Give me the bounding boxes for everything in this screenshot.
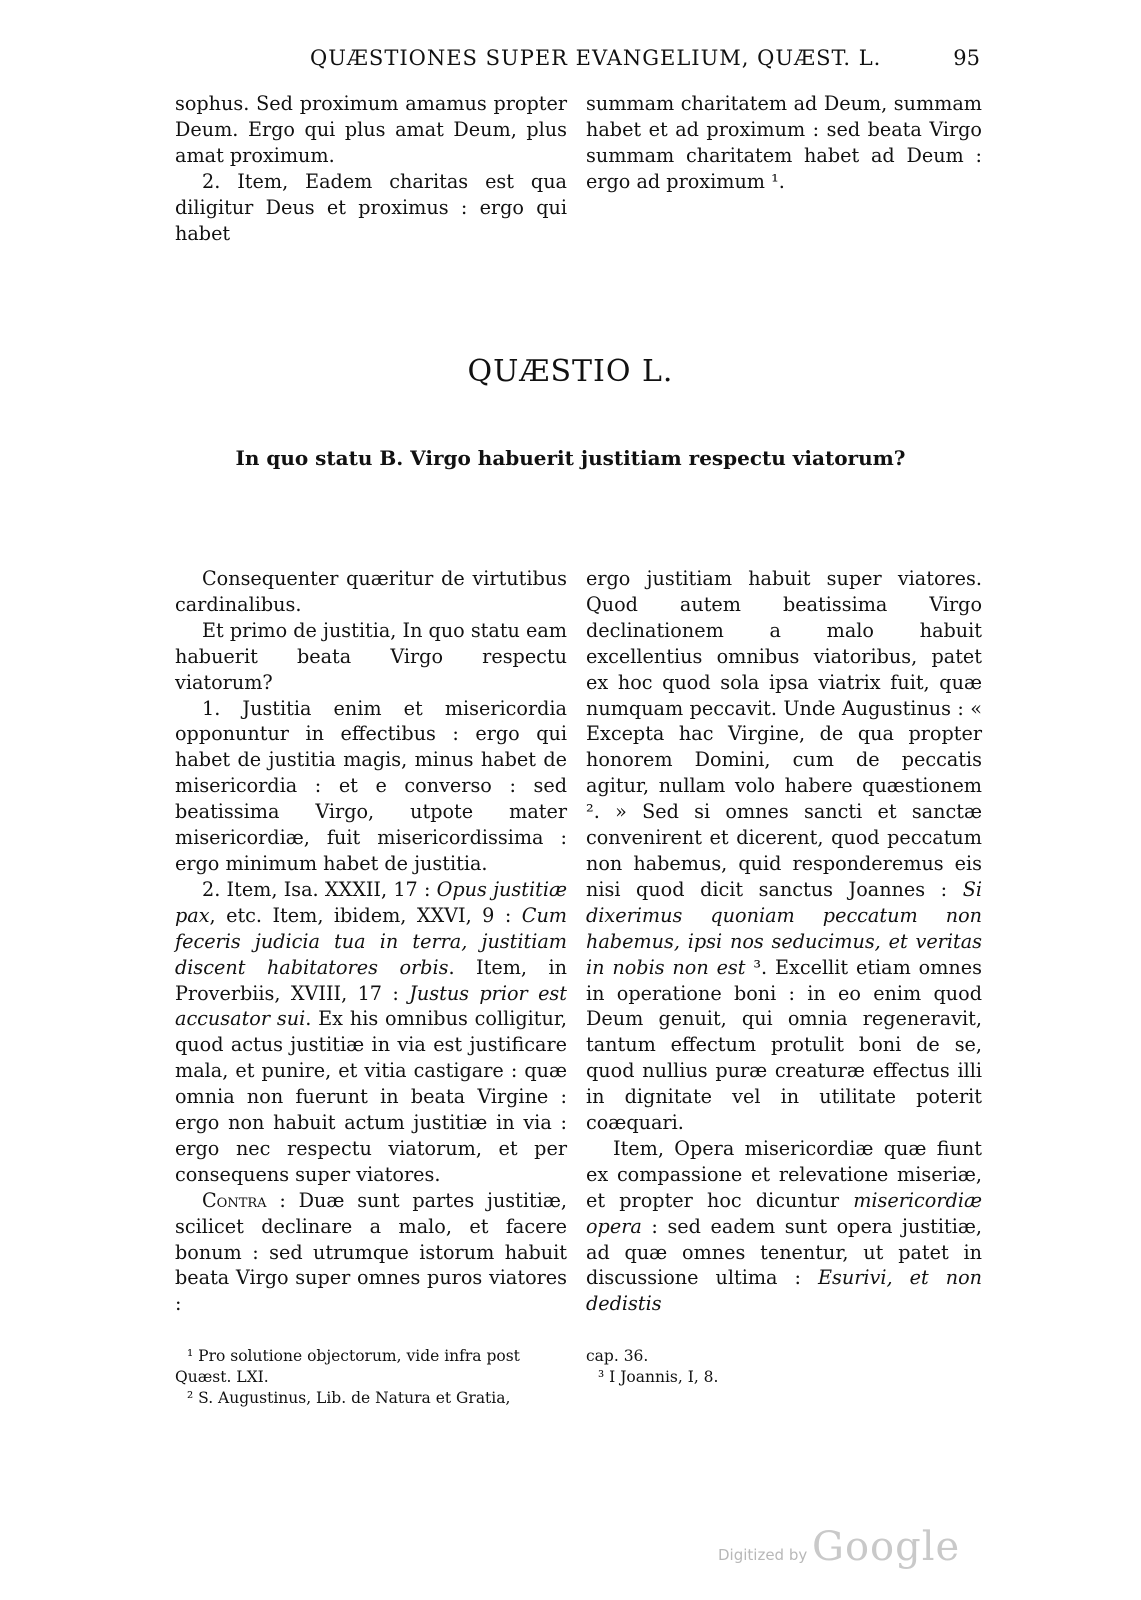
paragraph xyxy=(175,877,567,1188)
text-run: , etc. Item, ibidem, XXVI, 9 : xyxy=(209,903,522,927)
paragraph xyxy=(586,1136,982,1317)
footnote: ³ I Joannis, I, 8. xyxy=(598,1368,719,1386)
text-run: ergo justitiam habuit super viatores. Quod autem beatissima Virgo declinationem a malo habuit excellentius omnibus viatoribus, patet ex hoc quod sola ipsa viatrix fuit, quæ numquam peccavit. Unde Augustinus : « Excepta hac Virgine, de qua propter honorem Domini, cum de peccatis agitur, nullam volo habere quæstionem ². » Sed si omnes sancti et sanctæ convenirent et dicerent, quod peccatum non habemus, quid responderemus eis nisi quod dicit sanctus Joannes : xyxy=(586,567,982,901)
paragraph: 2. Item, Eadem charitas est qua diligitur Deus et proximus : ergo qui habet xyxy=(175,169,567,245)
text-run: . Item, in Proverbiis, XVIII, 17 : xyxy=(175,955,567,1005)
top-left-column xyxy=(175,91,567,246)
text-run: : Duæ sunt partes justitiæ, scilicet declinare a malo, et facere bonum : sed utrumque istorum habuit beata Virgo super omnes puros viatores : xyxy=(175,1188,567,1316)
question-subtitle: In quo statu B. Virgo habuerit justitiam respectu viatorum? xyxy=(235,446,906,470)
footnotes-left xyxy=(175,1346,567,1409)
watermark-text: Digitized by xyxy=(718,1546,808,1564)
footnote: cap. 36. xyxy=(586,1347,649,1365)
paragraph: summam charitatem ad Deum, summam habet et ad proximum : sed beata Virgo summam charitatem habet ad Deum : ergo ad proximum ¹. xyxy=(586,92,982,193)
text-run: 2. Item, Isa. XXXII, 17 : xyxy=(202,877,437,901)
paragraph: sophus. Sed proximum amamus propter Deum. Ergo qui plus amat Deum, plus amat proximum. xyxy=(175,92,567,167)
paragraph: Consequenter quæritur de virtutibus cardinalibus. xyxy=(175,567,567,616)
question-title: QUÆSTIO L. xyxy=(467,354,674,389)
paragraph: 1. Justitia enim et misericordia opponuntur in effectibus : ergo qui habet de justitia magis, minus habet de misericordia : et e converso : sed beatissima Virgo, utpote mater misericordiæ, fuit misericordissima : ergo minimum habet de justitia. xyxy=(175,696,567,875)
italic-quote: Justus prior est accusator sui xyxy=(175,981,567,1031)
google-logo: Google xyxy=(812,1524,961,1570)
paragraph xyxy=(586,566,982,1136)
italic-quote: Esurivi, et non dedistis xyxy=(586,1266,982,1316)
footnote: ¹ Pro solutione objectorum, vide infra post Quæst. LXI. xyxy=(175,1347,520,1386)
italic-quote: Opus justitiæ pax xyxy=(175,877,567,927)
page-number: 95 xyxy=(953,46,980,70)
footnote: ² S. Augustinus, Lib. de Natura et Gratia, xyxy=(187,1389,511,1407)
body-right-column xyxy=(586,566,982,1317)
text-run: ³. Excellit etiam omnes in operatione boni : in eo enim quod Deum genuit, qui omnia regeneravit, tantum effectum protulit boni de se, quod nullius puræ creaturæ effectus illi in dignitate vel in utilitate poterit coæquari. xyxy=(586,955,982,1135)
running-title: QUÆSTIONES SUPER EVANGELIUM, QUÆST. L. xyxy=(310,46,882,70)
top-right-column xyxy=(586,91,982,195)
text-run: Item, Opera misericordiæ quæ fiunt ex compassione et relevatione miseriæ, et propter hoc dicuntur xyxy=(586,1136,982,1212)
running-head xyxy=(170,46,990,76)
body-left-column xyxy=(175,566,567,1317)
contra-label: Contra xyxy=(202,1188,267,1212)
footnotes-right xyxy=(586,1346,982,1388)
italic-quote: Cum feceris judicia tua in terra, justitiam discent habitatores orbis xyxy=(175,903,567,979)
digitized-watermark xyxy=(718,1524,961,1574)
italic-quote: misericordiæ opera xyxy=(586,1188,982,1238)
text-run: : sed eadem sunt opera justitiæ, ad quæ omnes tenentur, ut patet in discussione ultima : xyxy=(586,1214,982,1290)
paragraph xyxy=(175,1188,567,1318)
text-run: . Ex his omnibus colligitur, quod actus justitiæ in via est justificare mala, et punire, et vitia castigare : quæ omnia non fuerunt in beata Virgine : ergo non habuit actum justitiæ in via : ergo nec respectu viatorum, et per consequens super viatores. xyxy=(175,1007,568,1186)
italic-quote: Si dixerimus quoniam peccatum non habemus, ipsi nos seducimus, et veritas in nobis non est xyxy=(586,877,982,979)
paragraph: Et primo de justitia, In quo statu eam habuerit beata Virgo respectu viatorum? xyxy=(175,618,567,694)
